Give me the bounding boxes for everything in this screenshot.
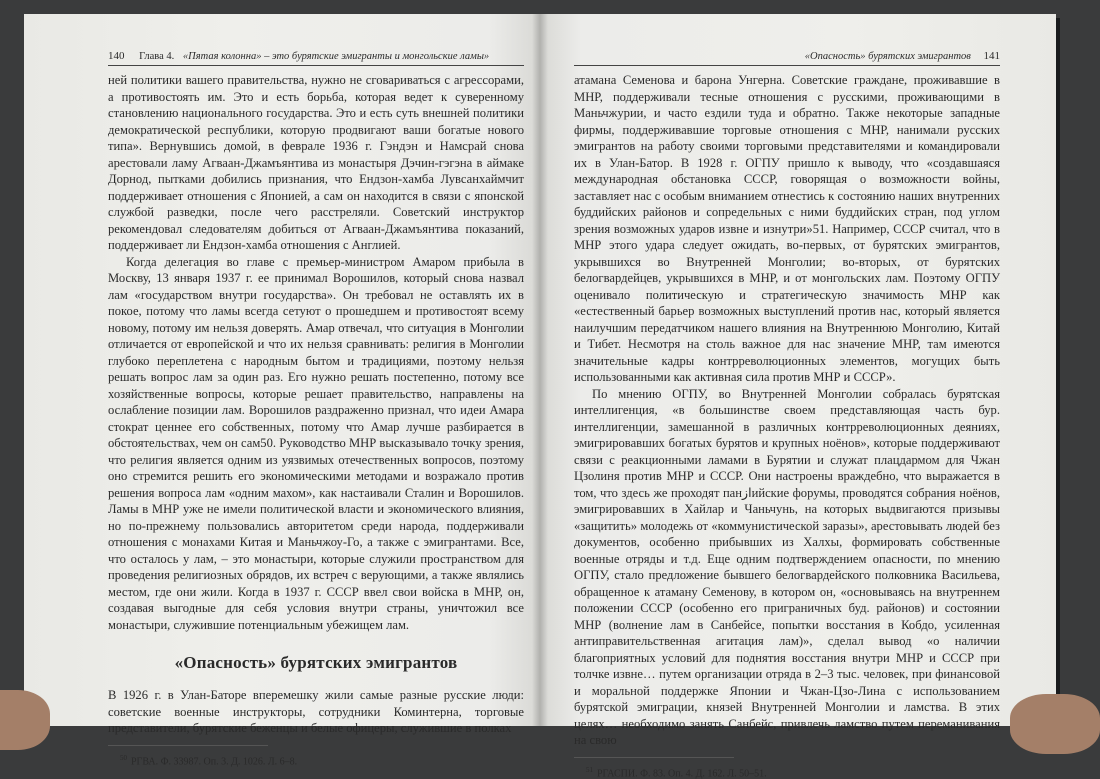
right-paragraph-1: атамана Семенова и барона Унгерна. Советские граждане, проживавшие в МНР, поддерживали тесные отношения с русскими, проживающими в Маньчжурии, и часто ездили туда и обратно. Также некоторые западные фирмы, поддерживавшие торговые отношения с МНР, нанимали русских эмигрантов на работу своими торговыми представителями и командировали их в Улан-Батор. В 1928 г. ОГПУ пришло к выводу, что «создавшаяся международная обстановка СССР, говорящая о возможности войны, заставляет нас с особым вниманием отнестись к состоянию наших внутренних буддийских районов и сопредельных с ними буддийских стран, под углом зрения возможных ударов извне и изнутри»51. Например, СССР считал, что в МНР этого удара следует ожидать, во-первых, от бурятских эмигрантов, укрывшихся во Внутренней Монголии; во-вторых, от бурятских белогвардейцев, укрывшихся в МНР, и от монгольских лам. Поэтому ОГПУ оценивало политическую и стратегическую значимость МНР как «естественный барьер возможных выступлений против нас, который является наилучшим передатчиком нашего влияния на Внутреннюю Монголию, Китай и Тибет. Несмотря на столь важное для нас значение МНР, там имеются значительные кадры контрреволюционных элементов, могущих быть использованными как активная сила против МНР и СССР». xyxy=(574,73,1000,384)
right-running-title: «Опасность» бурятских эмигрантов xyxy=(804,51,971,62)
left-paragraph-2: Когда делегация во главе с премьер-министром Амаром прибыла в Москву, 13 января 1937 г. ее принимал Ворошилов, который снова назвал лам «государством внутри государства». Он требовал не оставлять их в покое, потому что ламы всегда сетуют о прошедшем и противостоят всему новому, потому им нельзя доверять. Амар отвечал, что ситуация в Монголии отличается от европейской и что их нельзя сравнивать: религия в Монголии глубоко переплетена с народным бытом и традициями, поэтому нельзя решать вопрос лам за один раз. Его нужно решать постепенно, потому все хозяйственные вопросы, которые решает правительство, направлены на ослабление позиции лам. Ворошилов раздраженно признал, что идеи Амара стократ ценнее его собственных, потому что Амар лучше разбирается в обстоятельствах, чем он сам50. Руководство МНР высказывало точку зрения, что религия является одним из уязвимых отечественных вопросов, поэтому оно стремится решить его экономическими методами и возражало против решения вопроса лам «одним махом», как настаивали Сталин и Ворошилов. Ламы в МНР уже не имели политической власти и экономического влияния, но по-прежнему пользовались авторитетом среди народа, поддерживали отношения с монахами Китая и Маньчжоу-Го, а также с эмигрантами. Все, что осталось у лам, – это монастыри, которые служили пространством для проведения религиозных обрядов, их встреч с верующими, а также являлись местом, где они жили. Когда в 1937 г. СССР ввел свои войска в МНР, он, создавая выгодные для себя условия внутри страны, уничтожил все монастыри, служившие потенциальным убежищем лам. xyxy=(108,254,524,632)
left-footnotes xyxy=(108,745,298,767)
right-page xyxy=(540,14,1056,779)
footnote-50-number: 50 xyxy=(120,753,127,762)
chapter-label: Глава 4. xyxy=(139,51,175,62)
footnote-51 xyxy=(574,762,767,779)
left-running-head xyxy=(108,50,524,66)
right-page-number: 141 xyxy=(983,50,1000,62)
footnote-50 xyxy=(108,750,298,767)
right-paragraph-2: По мнению ОГПУ, во Внутренней Монголии собралась бурятская интеллигенция, «в большинстве своем представляющая часть бур. интеллигенции, замешанной в различных контрреволюционных деяниях, эмигрировавших богатых бурятов и крупных ноёнов», которые поддерживают связи с реакционными ламами в Бурятии и служат плацдармом для Чжан Цзолиня против МНР и СССР. Они настроены враждебно, что выражается в том, что здесь же проходят панازийские форумы, проводятся собрания ноёнов, эмигрировавших в Хайлар и Чаньчунь, на которых выдвигаются призывы «защитить» молодежь от «коммунистической заразы», арестовывать людей без документов, особенно прибывших из Халхы, формировать собственные военные отряды и т.д. Еще одним подтверждением опасности, по мнению ОГПУ, стало предложение бывшего белогвардейского полковника Васильева, обращенное к атаману Семенову, в котором он, «основываясь на внутреннем положении СССР (особенно его приграничных буд. районов) и состоянии МНР (волнение лам в Санбейсе, попытки восстания в Кобдо, усиленная антиправительственная агитация лам)», сделал вывод «о наличии благоприятных условий для поднятия восстания внутри МНР и СССР при толчке извне… путем организации отряда в 2–3 тыс. человек, при финансовой и моральной поддержке Японии и Чжан-Цзо-Лина с использованием бурятской эмиграции, князей Внутренней Монголии и ламства. В этих целях… необходимо занять Санбейс, привлечь ламство путем переманивания на свою xyxy=(574,386,1000,747)
right-body-text xyxy=(574,72,1000,749)
left-body-text xyxy=(108,72,524,737)
left-thumb xyxy=(0,690,50,750)
section-heading: «Опасность» бурятских эмигрантов xyxy=(174,653,458,672)
left-running-title: «Пятая колонна» – это бурятские эмигранты и монгольские ламы» xyxy=(182,51,490,62)
right-thumb xyxy=(1010,694,1100,754)
right-footnotes xyxy=(574,757,767,779)
section-paragraph: В 1926 г. в Улан-Баторе вперемешку жили самые разные русские люди: советские военные инструкторы, сотрудники Коминтерна, торговые представители, бурятские беженцы и белые офицеры, служившие в полках xyxy=(108,688,524,735)
left-page-number: 140 xyxy=(108,50,125,62)
left-paragraph-1: ней политики вашего правительства, нужно не сговариваться с агрессорами, а противостоять им. Это и есть борьба, которая ведет к суверенному становлению национального государства. Это и есть суть внешней политики демократической республики, которую продвигают ваши богатые нового типа». Вернувшись домой, в феврале 1936 г. Гэндэн и Намсрай снова арестовали ламу Агваан-Джамъянтива из монастыря Дэчин-гэгэна в аймаке Дорнод, пытками добились признания, что Ендзон-хамба Лувсанхаймчит поддерживает отношения с Японией, а сам он находится в связи с японской службой разведки, после чего расстреляли. Советский инструктор рекомендовал следователям добиться от Агваан-Джамъянтива показаний, поддерживает ли Ендзон-хамба отношения с Англией. xyxy=(108,73,524,252)
footnote-51-number: 51 xyxy=(586,765,593,774)
book-gutter xyxy=(532,14,548,726)
footnote-50-text: РГВА. Ф. 33987. Оп. 3. Д. 1026. Л. 6–8. xyxy=(131,755,298,767)
right-running-head xyxy=(574,50,1000,66)
footnote-51-text: РГАСПИ. Ф. 83. Оп. 4. Д. 162. Л. 50–51. xyxy=(597,767,767,779)
left-page xyxy=(24,14,540,767)
